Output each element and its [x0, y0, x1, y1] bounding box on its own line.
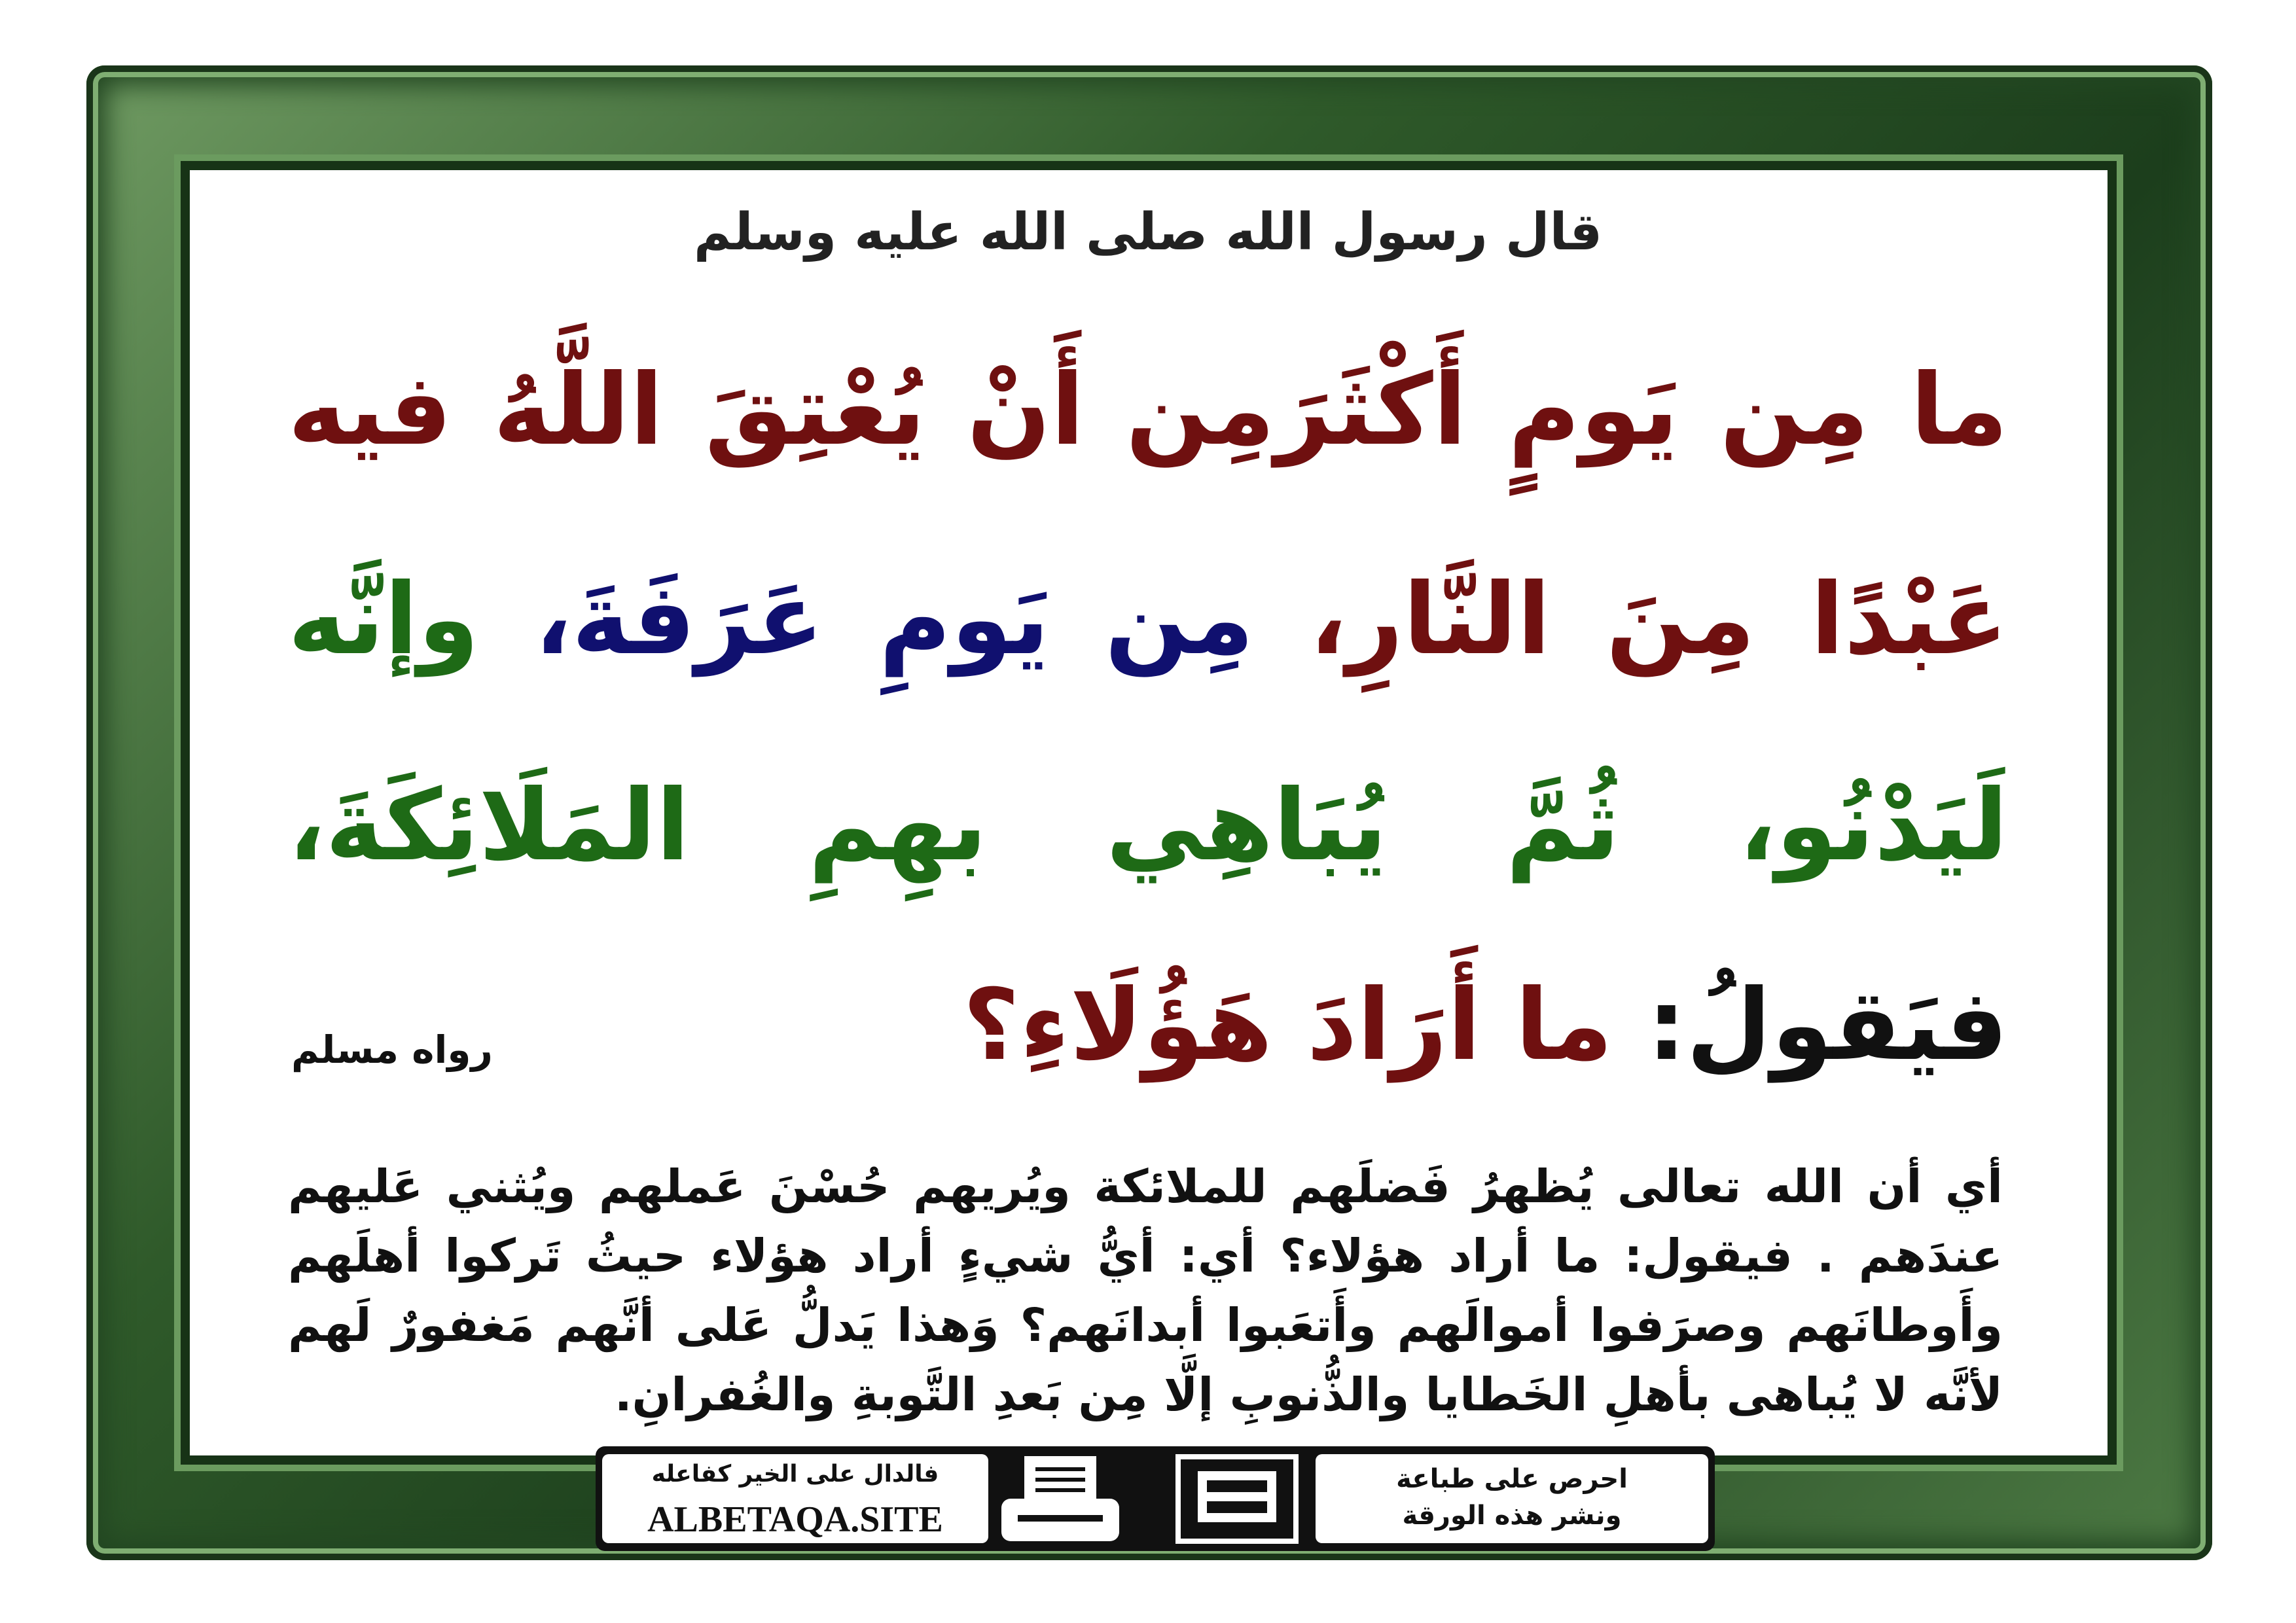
hadith-line-2-part-2: مِن يَومِ عَرَفَةَ، — [534, 563, 1254, 677]
hadith-line-4 — [288, 969, 2008, 1082]
hadith-line-1: ما مِن يَومٍ أَكْثَرَمِن أَنْ يُعْتِقَ اللَّهُ فيه — [288, 353, 2008, 467]
hadith-line-2-part-3: وإنَّه — [288, 563, 479, 677]
page-title: قال رسول الله صلى الله عليه وسلم — [693, 203, 1603, 262]
hadith-line-4-part-1: فيَقولُ: — [1647, 969, 2008, 1082]
print-note-line-1: احرص على طباعة — [1396, 1464, 1628, 1494]
hadith-source: رواه مسلم — [291, 1027, 493, 1072]
site-url[interactable]: ALBETAQA.SITE — [647, 1499, 943, 1540]
hadith-line-2 — [288, 563, 2008, 677]
explanation-text: أي أن الله تعالى يُظهرُ فَضلَهم للملائكة ويُريهم حُسْنَ عَملهم ويُثني عَليهم عندَهم . فيقول: ما أراد هؤلاء؟ أي: أيُّ شيءٍ أراد هؤلاء حيثُ تَركوا أهلَهم وأَوطانَهم وصرَفوا أموالَهم وأَتعَبوا أبدانَهم؟ وَهذا يَدلُّ عَلى أنَّهم مَغفورٌ لَهم لأنَّه لا يُباهى بأهلِ الخَطايا والذُّنوبِ إلَّا مِن بَعدِ التَّوبةِ والغُفرانِ. — [288, 1160, 2003, 1421]
site-tagline: فالدال على الخير كفاعله — [651, 1461, 939, 1488]
logo-icon — [1172, 1452, 1302, 1546]
print-note — [1316, 1461, 1708, 1534]
printer-icon — [995, 1453, 1126, 1548]
hadith-line-2-part-1: عَبْدًا مِنَ النَّارِ، — [1309, 563, 2008, 677]
print-note-line-2: ونشر هذه الورقة — [1402, 1501, 1622, 1531]
hadith-line-4-part-2: ما أَرَادَ هَؤُلَاءِ؟ — [962, 969, 1613, 1082]
hadith-line-3: لَيَدْنُو، ثُمَّ يُبَاهِي بهِمِ المَلَائِكَةَ، — [288, 769, 2008, 883]
